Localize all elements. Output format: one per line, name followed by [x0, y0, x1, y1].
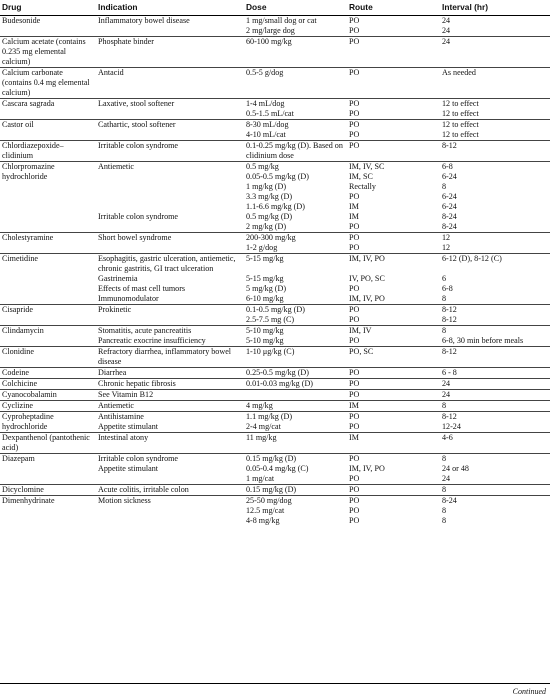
dose-cell: 0.5 mg/kg (D)	[246, 212, 293, 221]
interval-cell: 8-12	[440, 141, 550, 162]
route-cell: PO, SC	[347, 347, 440, 368]
route-cell: IM, IV	[347, 326, 440, 337]
dose-cell: 0.05-0.4 mg/kg (C)	[246, 464, 309, 473]
route-cell: PO	[347, 120, 440, 131]
drug-name-cell: Cyclizine	[0, 401, 96, 412]
dose-cell: 0.5-1.5 mL/cat	[246, 109, 294, 118]
dose-cell: 200-300 mg/kg	[244, 233, 347, 244]
indication-cell: Inflammatory bowel disease	[98, 16, 190, 25]
route-cell: PO	[347, 496, 440, 507]
table-row	[0, 120, 550, 131]
table-row	[0, 412, 550, 423]
interval-cell: 8	[440, 326, 550, 337]
interval-cell: As needed	[440, 68, 550, 99]
drug-name-cell: Dimenhydrinate	[0, 496, 96, 527]
indication-cell: Cathartic, stool softener	[96, 120, 244, 131]
dose-cell: 4-8 mg/kg	[246, 516, 280, 525]
drug-name-cell: Castor oil	[0, 120, 96, 141]
interval-cell: 8	[442, 506, 447, 515]
drug-name-cell: Clindamycin	[0, 326, 96, 347]
dose-cell: 1-4 mL/dog	[244, 99, 347, 110]
continued-label: Continued	[512, 687, 546, 696]
indication-cell	[96, 222, 244, 233]
route-cell: IV, PO, SC	[349, 274, 385, 283]
indication-cell	[96, 516, 244, 526]
interval-cell: 8-12	[440, 412, 550, 423]
table-row	[0, 496, 550, 507]
table-row	[0, 485, 550, 496]
route-cell: IM, IV, PO	[347, 254, 440, 275]
indication-cell	[96, 202, 244, 212]
route-cell: PO	[347, 412, 440, 423]
indication-cell: Antihistamine	[96, 412, 244, 423]
table-row	[0, 379, 550, 390]
drug-name-cell: Cyproheptadine hydrochloride	[0, 412, 96, 433]
table-row	[0, 305, 550, 316]
indication-cell: Short bowel syndrome	[96, 233, 244, 244]
indication-cell	[96, 130, 244, 141]
drug-name-cell: Budesonide	[2, 16, 41, 25]
indication-cell: Acute colitis, irritable colon	[96, 485, 244, 496]
drug-name-cell: Chlorpromazine hydrochloride	[0, 162, 96, 233]
indication-cell: Refractory diarrhea, inflammatory bowel disease	[96, 347, 244, 368]
header-interval: Interval (hr)	[440, 0, 550, 16]
header-dose: Dose	[244, 0, 347, 16]
interval-cell: 8	[440, 485, 550, 496]
indication-cell: Gastrinemia	[98, 274, 138, 283]
interval-cell: 24	[440, 379, 550, 390]
dose-cell: 1-10 μg/kg (C)	[244, 347, 347, 368]
table-header-row	[0, 0, 550, 16]
interval-cell: 24 or 48	[442, 464, 469, 473]
interval-cell: 6-12 (D), 8-12 (C)	[440, 254, 550, 275]
route-cell: PO	[347, 390, 440, 401]
route-cell: PO	[347, 233, 440, 244]
table-row	[0, 254, 550, 275]
route-cell: PO	[349, 243, 360, 252]
drug-name-cell: Cisapride	[0, 305, 96, 326]
interval-cell: 12 to effect	[440, 120, 550, 131]
dose-cell: 1 mg/cat	[246, 474, 275, 483]
dose-cell: 3.3 mg/kg (D)	[246, 192, 293, 201]
dose-cell: 0.5 mg/kg	[244, 162, 347, 173]
indication-cell	[96, 109, 244, 120]
dose-cell: 0.01-0.03 mg/kg (D)	[244, 379, 347, 390]
table-row	[0, 390, 550, 401]
route-cell: PO	[349, 422, 360, 431]
interval-cell: 12-24	[442, 422, 461, 431]
indication-cell	[96, 315, 244, 326]
dose-cell: 25-50 mg/dog	[244, 496, 347, 507]
indication-cell: Appetite stimulant	[98, 422, 159, 431]
dose-cell: 4-10 mL/cat	[246, 130, 286, 139]
route-cell: PO	[349, 109, 360, 118]
table-row	[0, 162, 550, 173]
table-row	[0, 99, 550, 110]
dose-cell: 2-4 mg/cat	[246, 422, 281, 431]
interval-cell: 12	[442, 243, 451, 252]
dose-cell: 2 mg/kg (D)	[246, 222, 287, 231]
interval-cell: 6-8, 30 min before meals	[442, 336, 524, 345]
interval-cell: 8-24	[442, 212, 457, 221]
indication-cell	[96, 26, 244, 37]
dose-cell: 11 mg/kg	[244, 433, 347, 454]
header-indication: Indication	[96, 0, 244, 16]
dose-cell: 4 mg/kg	[244, 401, 347, 412]
drug-name-cell: Cholestyramine	[0, 233, 96, 254]
interval-cell: 8	[442, 516, 447, 525]
dose-cell: 0.1-0.25 mg/kg (D). Based on clidinium dose	[244, 141, 347, 162]
route-cell: IM, IV, PO	[349, 294, 385, 303]
dose-cell: 8-30 mL/dog	[244, 120, 347, 131]
interval-cell: 8	[442, 294, 447, 303]
route-cell: PO	[349, 192, 360, 201]
route-cell: IM	[347, 433, 440, 454]
dose-cell: 6-10 mg/kg	[246, 294, 284, 303]
indication-cell: Antiemetic	[96, 162, 244, 173]
route-cell: PO	[347, 68, 440, 99]
interval-cell: 8-12	[440, 305, 550, 316]
interval-cell: 8	[440, 401, 550, 412]
interval-cell: 8-12	[440, 347, 550, 368]
dose-cell: 2 mg/large dog	[246, 26, 295, 35]
interval-cell: 24	[440, 390, 550, 401]
interval-cell: 8-12	[442, 315, 457, 324]
route-cell: IM, IV, PO	[349, 464, 385, 473]
route-cell: PO	[347, 379, 440, 390]
table-row	[0, 401, 550, 412]
indication-cell	[96, 474, 244, 485]
table-row	[0, 16, 550, 27]
dose-cell: 0.05-0.5 mg/kg (D)	[246, 172, 309, 181]
dose-cell: 2.5-7.5 mg (C)	[246, 315, 295, 324]
dose-cell: 0.5-5 g/dog	[244, 68, 347, 99]
interval-cell: 6 - 8	[440, 368, 550, 379]
interval-cell: 12 to effect	[442, 130, 479, 139]
route-cell: IM, IV, SC	[347, 162, 440, 173]
bottom-rule	[0, 683, 550, 684]
indication-cell: Pancreatic exocrine insufficiency	[98, 336, 206, 345]
route-cell: PO	[349, 284, 360, 293]
route-cell: IM	[347, 401, 440, 412]
drug-name-cell: Cascara sagrada	[0, 99, 96, 120]
interval-cell: 24	[442, 16, 451, 25]
route-cell: PO	[349, 16, 360, 25]
route-cell: PO	[347, 485, 440, 496]
interval-cell: 6-8	[442, 284, 453, 293]
indication-cell: Diarrhea	[96, 368, 244, 379]
indication-cell: See Vitamin B12	[96, 390, 244, 401]
drug-name-cell: Calcium acetate (contains 0.235 mg elemental calcium)	[0, 37, 96, 68]
dose-cell: 60-100 mg/kg	[244, 37, 347, 68]
interval-cell: 8	[442, 182, 447, 191]
table-row	[0, 141, 550, 162]
route-cell: PO	[349, 474, 360, 483]
table-row	[0, 454, 550, 465]
route-cell: PO	[349, 222, 360, 231]
interval-cell: 12	[440, 233, 550, 244]
interval-cell: 24	[442, 26, 451, 35]
route-cell: IM	[349, 202, 359, 211]
drug-name-cell: Cyanocobalamin	[0, 390, 96, 401]
drug-name-cell: Chlordiazepoxide–clidinium	[0, 141, 96, 162]
dose-cell: 0.25-0.5 mg/kg (D)	[244, 368, 347, 379]
route-cell: PO	[349, 26, 360, 35]
route-cell: IM	[349, 212, 359, 221]
route-cell: PO	[347, 454, 440, 465]
dose-cell: 0.1-0.5 mg/kg (D)	[244, 305, 347, 316]
dose-cell: 5-15 mg/kg	[246, 274, 284, 283]
dose-cell: 1 mg/small dog or cat	[246, 16, 317, 25]
interval-cell: 6-24	[442, 192, 457, 201]
drug-name-cell: Diazepam	[0, 454, 96, 485]
interval-cell: 8	[440, 454, 550, 465]
indication-cell: Appetite stimulant	[98, 464, 159, 473]
header-route: Route	[347, 0, 440, 16]
route-cell: PO	[349, 336, 360, 345]
table-row	[0, 347, 550, 368]
table-row	[0, 433, 550, 454]
interval-cell: 8-24	[442, 222, 457, 231]
indication-cell: Stomatitis, acute pancreatitis	[96, 326, 244, 337]
indication-cell	[96, 182, 244, 192]
route-cell: IM, SC	[349, 172, 373, 181]
interval-cell: 6	[442, 274, 447, 283]
indication-cell: Antiemetic	[96, 401, 244, 412]
table-row	[0, 68, 550, 99]
dose-cell: 1-2 g/dog	[246, 243, 278, 252]
table-row	[0, 368, 550, 379]
interval-cell: 6-24	[442, 202, 457, 211]
route-cell: PO	[349, 315, 360, 324]
indication-cell: Esophagitis, gastric ulceration, antiemetic, chronic gastritis, GI tract ulceration	[96, 254, 244, 275]
indication-cell: Laxative, stool softener	[96, 99, 244, 110]
route-cell: PO	[349, 516, 360, 525]
indication-cell: Intestinal atony	[96, 433, 244, 454]
dose-cell: 1.1-6.6 mg/kg (D)	[246, 202, 305, 211]
dose-cell	[244, 390, 347, 401]
drug-name-cell: Calcium carbonate (contains 0.4 mg elemental calcium)	[0, 68, 96, 99]
interval-cell: 8-24	[440, 496, 550, 507]
interval-cell: 12 to effect	[440, 99, 550, 110]
indication-cell	[96, 243, 244, 254]
dose-cell: 12.5 mg/cat	[246, 506, 285, 515]
drug-name-cell: Dicyclomine	[0, 485, 96, 496]
indication-cell	[96, 192, 244, 202]
indication-cell: Irritable colon syndrome	[98, 212, 179, 221]
table-row	[0, 37, 550, 68]
dose-cell: 5 mg/kg (D)	[246, 284, 287, 293]
indication-cell	[96, 172, 244, 182]
route-cell: PO	[349, 506, 360, 515]
drug-name-cell: Cimetidine	[0, 254, 96, 305]
route-cell: PO	[347, 305, 440, 316]
interval-cell: 24	[442, 474, 451, 483]
dose-cell: 5-15 mg/kg	[244, 254, 347, 275]
dose-cell: 1.1 mg/kg (D)	[244, 412, 347, 423]
indication-cell: Immunomodulator	[98, 294, 159, 303]
dose-cell: 0.15 mg/kg (D)	[244, 454, 347, 465]
indication-cell: Effects of mast cell tumors	[98, 284, 186, 293]
dose-cell: 0.15 mg/kg (D)	[244, 485, 347, 496]
indication-cell: Prokinetic	[96, 305, 244, 316]
table-body	[0, 16, 550, 527]
header-drug: Drug	[0, 0, 96, 16]
indication-cell: Chronic hepatic fibrosis	[96, 379, 244, 390]
interval-cell: 12 to effect	[442, 109, 479, 118]
table-row	[0, 326, 550, 337]
indication-cell: Irritable colon syndrome	[96, 454, 244, 465]
indication-cell	[96, 506, 244, 516]
route-cell: PO	[347, 141, 440, 162]
indication-cell: Irritable colon syndrome	[96, 141, 244, 162]
drug-name-cell: Codeine	[0, 368, 96, 379]
drug-name-cell: Clonidine	[0, 347, 96, 368]
route-cell: PO	[347, 368, 440, 379]
indication-cell: Motion sickness	[96, 496, 244, 507]
drug-name-cell: Dexpanthenol (pantothenic acid)	[0, 433, 96, 454]
interval-cell: 6-8	[440, 162, 550, 173]
interval-cell: 4-6	[440, 433, 550, 454]
drug-name-cell: Colchicine	[0, 379, 96, 390]
route-cell: PO	[349, 130, 360, 139]
dose-cell: 5-10 mg/kg	[244, 326, 347, 337]
route-cell: Rectally	[349, 182, 376, 191]
interval-cell: 6-24	[442, 172, 457, 181]
route-cell: PO	[347, 37, 440, 68]
route-cell: PO	[347, 99, 440, 110]
indication-cell: Phosphate binder	[96, 37, 244, 68]
indication-cell: Antacid	[96, 68, 244, 99]
interval-cell: 24	[440, 37, 550, 68]
table-row	[0, 233, 550, 244]
dose-cell: 5-10 mg/kg	[246, 336, 284, 345]
dose-cell: 1 mg/kg (D)	[246, 182, 287, 191]
